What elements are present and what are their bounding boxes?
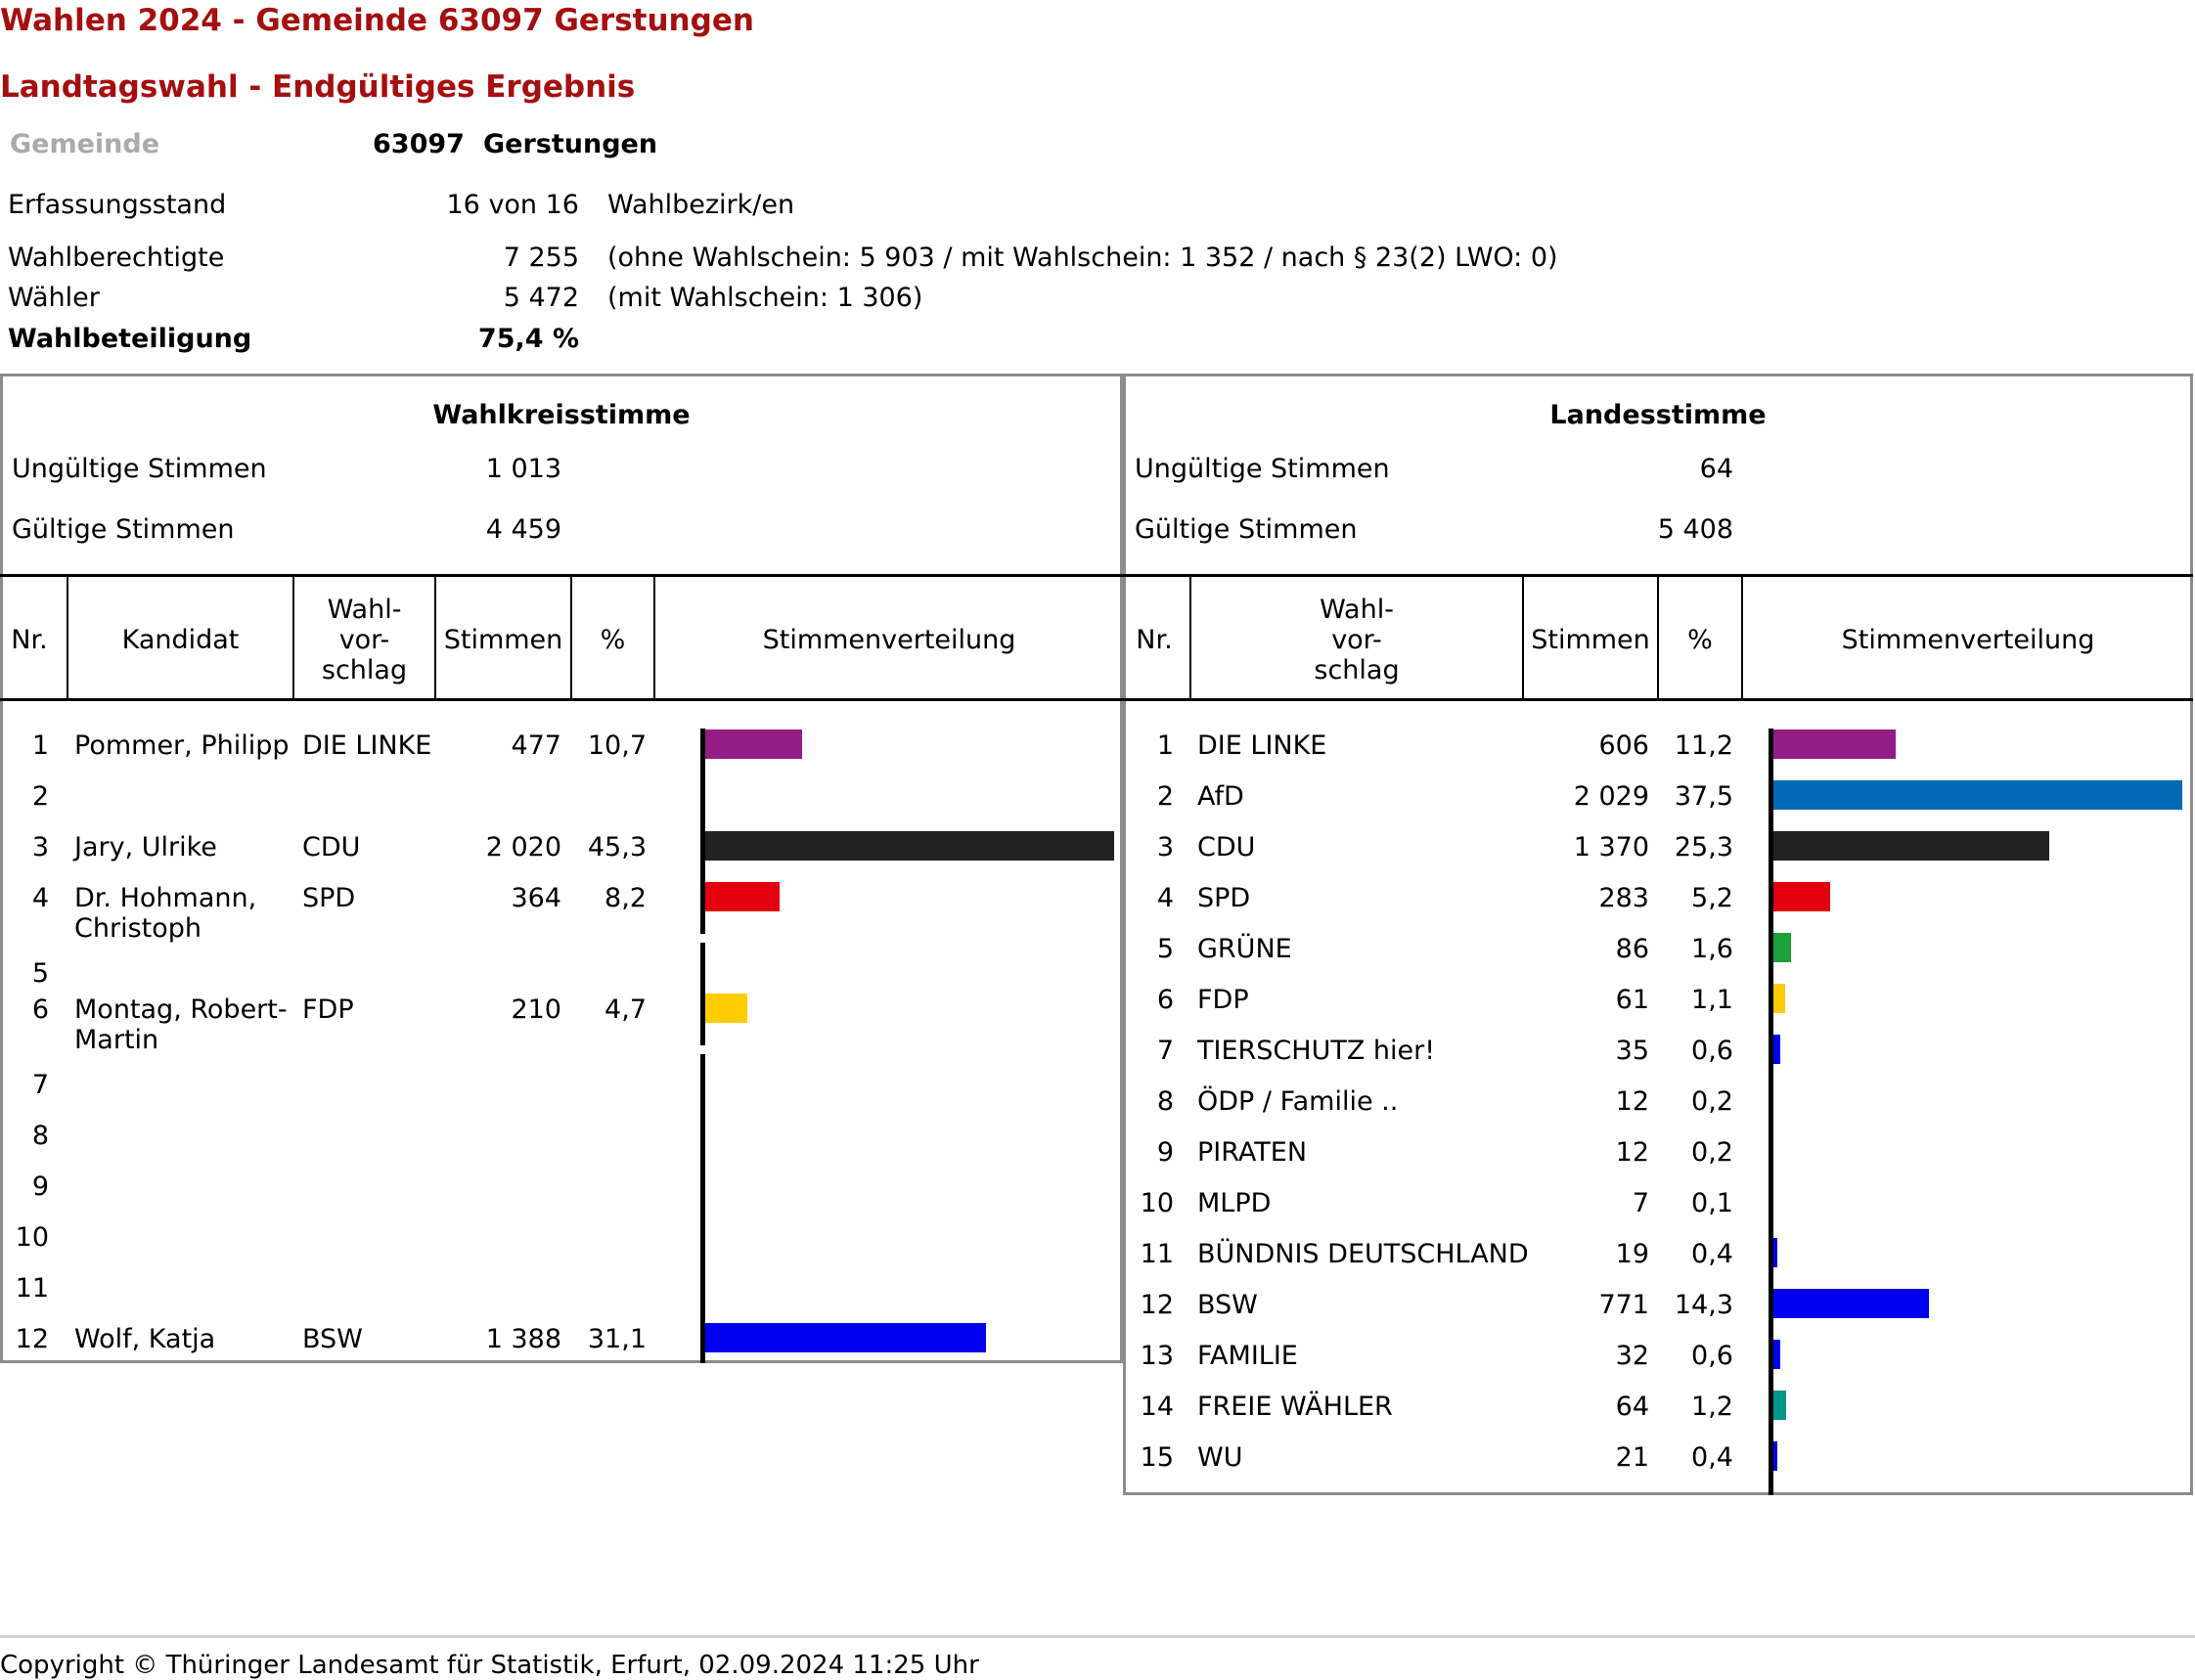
left-row-pct: 8,2 [605,883,647,913]
right-header-schlag: schlag [1314,655,1400,685]
left-header-schlag: schlag [321,655,408,685]
left-row-nr: 10 [15,1222,49,1253]
left-gueltig-label: Gültige Stimmen [12,514,235,545]
left-header-verteilung: Stimmenverteilung [762,625,1016,655]
left-row-nr: 2 [31,781,49,812]
right-row-pct: 11,2 [1674,730,1733,761]
right-row-nr: 10 [1140,1188,1174,1218]
footer-copyright: Copyright © Thüringer Landesamt für Statistik, Erfurt, 02.09.2024 11:25 Uhr [0,1651,979,1680]
right-row-party: WU [1197,1442,1243,1473]
right-gueltig-value: 5 408 [1657,514,1733,545]
waehler-note: (mit Wahlschein: 1 306) [607,283,923,313]
left-row-bar [705,994,747,1023]
left-axis [700,1054,705,1363]
right-row-nr: 8 [1156,1086,1174,1117]
right-row-party: GRÜNE [1197,934,1292,964]
footer-rule [0,1635,2195,1638]
right-row-votes: 7 [1632,1188,1649,1218]
right-row-nr: 11 [1140,1239,1174,1269]
right-ungueltig-value: 64 [1699,454,1733,484]
beteiligung-label: Wahlbeteiligung [8,324,252,354]
left-header-nr: Nr. [11,625,48,655]
right-row-party: TIERSCHUTZ hier! [1197,1036,1436,1066]
left-header-kandidat: Kandidat [121,625,240,655]
page-title: Wahlen 2024 - Gemeinde 63097 Gerstungen [0,3,754,38]
right-row-nr: 3 [1156,832,1174,862]
right-row-party: ÖDP / Familie .. [1197,1086,1399,1117]
left-row-candidate: Dr. Hohmann, [74,883,257,913]
left-row-party: SPD [302,883,356,913]
left-row-candidate: Pommer, Philipp [74,730,290,761]
right-row-votes: 771 [1598,1290,1649,1320]
right-row-votes: 19 [1615,1239,1649,1269]
right-row-pct: 0,2 [1691,1086,1733,1117]
left-row-nr: 5 [31,958,49,989]
right-header-pct: % [1687,625,1713,655]
left-axis [700,729,705,934]
right-row-nr: 5 [1156,934,1174,964]
right-row-bar [1773,1289,1929,1318]
right-row-bar [1773,1035,1780,1064]
left-row-candidate: Jary, Ulrike [74,832,217,862]
gemeinde-label: Gemeinde [10,129,160,159]
right-header-wahl: Wahl- [1320,595,1394,625]
right-row-pct: 1,1 [1691,985,1733,1015]
right-row-bar [1773,729,1896,759]
left-row-votes: 1 388 [485,1324,561,1354]
left-ungueltig-label: Ungültige Stimmen [12,454,267,484]
left-ungueltig-value: 1 013 [485,454,561,484]
left-row-bar [705,729,802,759]
left-row-nr: 11 [15,1273,49,1304]
right-row-votes: 1 370 [1573,832,1649,862]
left-gueltig-value: 4 459 [485,514,561,545]
right-row-votes: 2 029 [1573,781,1649,812]
right-row-votes: 35 [1615,1036,1649,1066]
right-row-pct: 0,6 [1691,1036,1733,1066]
left-header-pct: % [600,625,626,655]
wahlkreisstimme-heading: Wahlkreisstimme [432,400,691,430]
right-row-party: DIE LINKE [1197,730,1327,761]
left-row-party: FDP [302,995,354,1025]
right-row-party: AfD [1197,781,1244,812]
right-row-pct: 1,2 [1691,1392,1733,1422]
left-row-nr: 7 [31,1070,49,1100]
gemeinde-name: Gerstungen [483,129,658,159]
right-row-party: FAMILIE [1197,1341,1298,1371]
left-row-nr: 12 [15,1324,49,1354]
waehler-label: Wähler [8,283,100,313]
right-ungueltig-label: Ungültige Stimmen [1135,454,1390,484]
right-row-party: FDP [1197,985,1249,1015]
right-row-pct: 25,3 [1674,832,1733,862]
left-row-nr: 8 [31,1121,49,1151]
left-row-pct: 4,7 [605,995,647,1025]
right-row-bar [1773,831,2049,861]
left-row-candidate: Wolf, Katja [74,1324,216,1354]
berechtigte-note: (ohne Wahlschein: 5 903 / mit Wahlschein: 1 352 / nach § 23(2) LWO: 0) [607,243,1558,273]
right-header-vor: vor- [1331,625,1382,655]
right-row-bar [1773,1238,1777,1267]
berechtigte-value: 7 255 [503,243,579,273]
right-row-votes: 12 [1615,1137,1649,1168]
left-row-candidate-cont: Martin [74,1025,159,1055]
right-header-stimmen: Stimmen [1531,625,1650,655]
right-row-nr: 15 [1140,1442,1174,1473]
right-row-nr: 2 [1156,781,1174,812]
right-row-nr: 13 [1140,1341,1174,1371]
right-row-nr: 6 [1156,985,1174,1015]
berechtigte-label: Wahlberechtigte [8,243,225,273]
right-row-party: FREIE WÄHLER [1197,1392,1393,1422]
gemeinde-id: 63097 [373,129,465,159]
right-row-pct: 14,3 [1674,1290,1733,1320]
left-row-party: CDU [302,832,361,862]
right-row-party: PIRATEN [1197,1137,1308,1168]
page-subtitle: Landtagswahl - Endgültiges Ergebnis [0,69,636,105]
right-row-pct: 0,2 [1691,1137,1733,1168]
right-row-bar [1773,984,1785,1013]
right-row-votes: 32 [1615,1341,1649,1371]
right-row-pct: 1,6 [1691,934,1733,964]
landesstimme-heading: Landesstimme [1549,400,1767,430]
beteiligung-value: 75,4 % [477,324,579,354]
right-row-party: BÜNDNIS DEUTSCHLAND [1197,1239,1529,1269]
left-row-votes: 2 020 [485,832,561,862]
erfassung-value: 16 von 16 [446,190,579,220]
right-row-party: SPD [1197,883,1251,913]
right-gueltig-label: Gültige Stimmen [1135,514,1358,545]
right-row-pct: 0,4 [1691,1239,1733,1269]
right-row-nr: 7 [1156,1036,1174,1066]
right-row-bar [1773,933,1791,962]
right-row-votes: 64 [1615,1392,1649,1422]
left-row-candidate: Montag, Robert- [74,995,288,1025]
right-axis [1769,729,1773,1495]
right-row-party: MLPD [1197,1188,1272,1218]
left-row-pct: 31,1 [587,1324,647,1354]
waehler-value: 5 472 [503,283,579,313]
left-row-nr: 4 [31,883,49,913]
right-row-pct: 37,5 [1674,781,1733,812]
right-row-votes: 21 [1615,1442,1649,1473]
left-row-pct: 45,3 [587,832,647,862]
left-row-bar [705,882,780,911]
right-row-bar [1773,1391,1786,1420]
erfassung-label: Erfassungsstand [8,190,227,220]
right-row-nr: 12 [1140,1290,1174,1320]
left-row-nr: 6 [31,995,49,1025]
right-row-bar [1773,780,2182,810]
right-row-party: BSW [1197,1290,1258,1320]
left-row-bar [705,1323,986,1352]
right-row-votes: 606 [1598,730,1649,761]
left-row-nr: 9 [31,1172,49,1202]
left-header-vor: vor- [338,625,390,655]
right-row-bar [1773,1441,1777,1471]
left-row-votes: 210 [511,995,561,1025]
right-row-nr: 1 [1156,730,1174,761]
left-row-votes: 477 [511,730,561,761]
left-row-nr: 3 [31,832,49,862]
right-row-pct: 5,2 [1691,883,1733,913]
right-row-nr: 9 [1156,1137,1174,1168]
right-row-pct: 0,4 [1691,1442,1733,1473]
left-header-top-rule [0,574,1123,577]
right-row-pct: 0,1 [1691,1188,1733,1218]
left-row-nr: 1 [31,730,49,761]
right-row-party: CDU [1197,832,1256,862]
right-row-votes: 12 [1615,1086,1649,1117]
left-header-bottom-rule [0,698,1123,701]
left-row-pct: 10,7 [587,730,647,761]
right-row-pct: 0,6 [1691,1341,1733,1371]
right-row-bar [1773,882,1830,911]
right-header-nr: Nr. [1136,625,1173,655]
right-row-bar [1773,1340,1780,1369]
right-row-nr: 14 [1140,1392,1174,1422]
left-row-bar [705,831,1114,861]
right-header-verteilung: Stimmenverteilung [1841,625,2095,655]
left-axis [700,943,705,1045]
left-row-party: BSW [302,1324,363,1354]
left-row-candidate-cont: Christoph [74,913,202,944]
right-row-nr: 4 [1156,883,1174,913]
left-header-stimmen: Stimmen [443,625,563,655]
left-row-party: DIE LINKE [302,730,432,761]
erfassung-note: Wahlbezirk/en [607,190,795,220]
right-row-votes: 86 [1615,934,1649,964]
right-row-votes: 61 [1615,985,1649,1015]
right-row-votes: 283 [1598,883,1649,913]
left-row-votes: 364 [511,883,561,913]
left-header-wahl: Wahl- [327,595,402,625]
